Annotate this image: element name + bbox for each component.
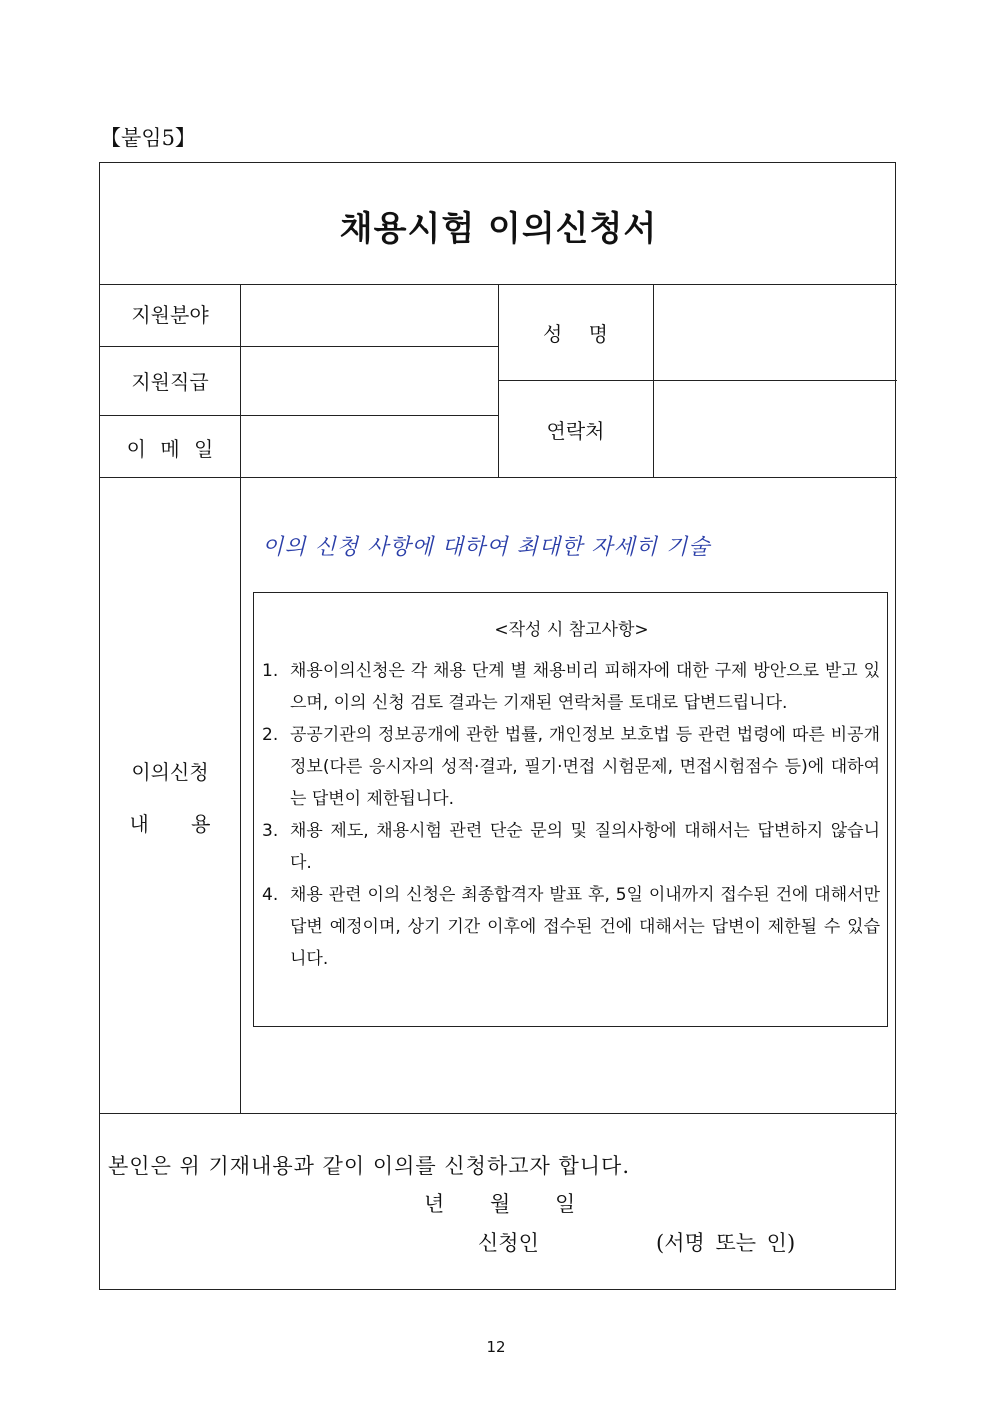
label-name: 성 명 [543,322,608,346]
note-number: 3. [262,821,279,841]
applicant-label: 신청인 [478,1231,539,1255]
label-objection-line2: 내 용 [129,812,211,836]
name-input[interactable] [654,285,896,380]
application-position-input[interactable] [241,347,498,415]
note-text: 채용이의신청은 각 채용 단계 별 채용비리 피해자에 대한 구제 방안으로 받고 있으며, 이의 신청 검토 결과는 기재된 연락처를 토대로 답변드립니다. [290,661,880,713]
note-item [262,815,880,879]
label-objection-line1: 이의신청 [131,760,209,784]
notes-box [253,592,888,1027]
date-day: 일 [555,1192,576,1216]
email-input[interactable] [241,416,498,477]
divider-info [100,477,897,478]
date-year: 년 [424,1192,445,1216]
signature-placeholder: (서명 또는 인) [656,1231,796,1255]
attachment-label: 【붙임5】 [100,126,196,150]
label-contact: 연락처 [546,419,605,443]
notes-list [262,655,880,975]
divider-mid-col [498,284,499,477]
notes-title: <작성 시 참고사항> [494,620,649,640]
objection-content-input[interactable] [241,1030,895,1110]
form-title: 채용시험 이의신청서 [339,209,658,249]
objection-instruction: 이의 신청 사항에 대하여 최대한 자세히 기술 [262,535,711,560]
note-item [262,879,880,975]
application-field-input[interactable] [241,285,498,346]
divider-content [100,1113,897,1114]
label-application-field: 지원분야 [131,303,209,327]
label-email: 이 메 일 [126,437,214,461]
note-text: 채용 제도, 채용시험 관련 단순 문의 및 질의사항에 대해서는 답변하지 않습니다. [290,821,880,873]
date-month: 월 [490,1192,511,1216]
note-number: 1. [262,661,279,681]
note-text: 공공기관의 정보공개에 관한 법률, 개인정보 보호법 등 관련 법령에 따른 비공개 정보(다른 응시자의 성적·결과, 필기·면접 시험문제, 면접시험점수 등)에 대하여는 답변이 제한됩니다. [290,725,880,809]
note-number: 4. [262,885,279,905]
declaration-text: 본인은 위 기재내용과 같이 이의를 신청하고자 합니다. [108,1154,631,1178]
note-text: 채용 관련 이의 신청은 최종합격자 발표 후, 5일 이내까지 접수된 건에 대해서만 답변 예정이며, 상기 기간 이후에 접수된 건에 대해서는 답변이 제한될 수 있습니다. [290,885,880,969]
page-number: 12 [486,1338,506,1356]
label-application-position: 지원직급 [131,370,209,394]
note-item [262,655,880,719]
note-number: 2. [262,725,279,745]
contact-input[interactable] [654,381,896,477]
note-item [262,719,880,815]
